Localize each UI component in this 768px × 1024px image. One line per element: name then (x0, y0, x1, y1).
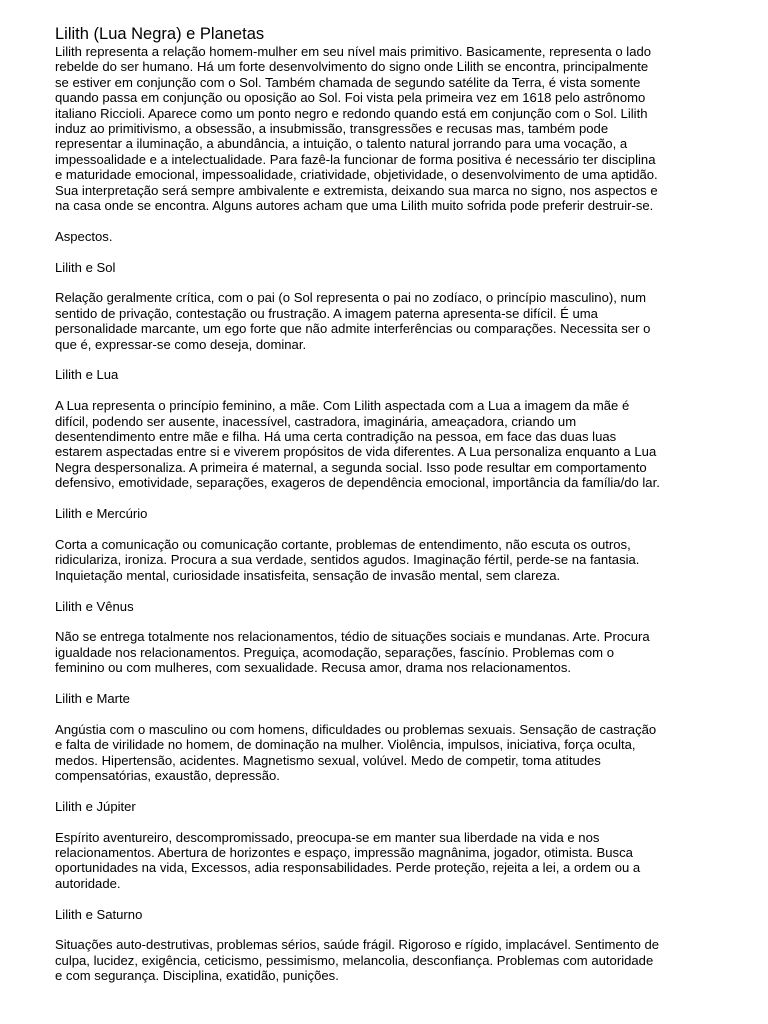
section-text-sol: Relação geralmente crítica, com o pai (o Sol representa o pai no zodíaco, o princípio masculino), num sentido de privação, contestação ou frustração. A imagem paterna apresenta-se difícil. É uma personalidade marcante, um ego forte que não admite interferências ou comparações. Necessita ser o que é, expressar-se como deseja, dominar. (55, 290, 651, 352)
spacer (55, 614, 713, 629)
spacer (55, 275, 713, 290)
spacer (55, 583, 713, 598)
spacer (55, 213, 713, 228)
section-heading-sol: Lilith e Sol (55, 259, 116, 275)
section-text-marte: Angústia com o masculino ou com homens, dificuldades ou problemas sexuais. Sensação de castração e falta de virilidade no homem, de dominação na mulher. Violência, impulsos, iniciativa, força oculta, medos. Hipertensão, acidentes. Magnetismo sexual, volúvel. Medo de competir, toma atitudes compensatórias, exaustão, depressão. (55, 721, 657, 783)
section-heading-lua: Lilith e Lua (55, 367, 119, 383)
spacer (55, 783, 713, 798)
intro-paragraph: Lilith representa a relação homem-mulher em seu nível mais primitivo. Basicamente, representa o lado rebelde do ser humano. Há um forte desenvolvimento do signo onde Lilith se encontra, principalmente se estiver em conjunção com o Sol. Também chamada de segundo satélite da Terra, é vista somente quando passa em conjunção ou oposição ao Sol. Foi vista pela primeira vez em 1618 pelo astrônomo italiano Riccioli. Aparece como um ponto negro e redondo quando está em conjunção com o Sol. Lilith induz ao primitivismo, a obsessão, a insubmissão, transgressões e recusas mas, também pode representar a iluminação, a abundância, a intuição, o talento natural jorrando para uma vocação, a impessoalidade e a intelectualidade. Para fazê-la funcionar de forma positiva é necessário ter disciplina e maturidade emocional, impessoalidade, criatividade, objetividade, o desenvolvimento de uma aptidão. Sua interpretação será sempre ambivalente e extremista, deixando sua marca no signo, nos aspectos e na casa onde se encontra. Alguns autores acham que uma Lilith muito sofrida pode preferir destruir-se. (55, 44, 658, 214)
spacer (55, 891, 713, 906)
section-text-venus: Não se entrega totalmente nos relacionamentos, tédio de situações sociais e mundanas. Arte. Procura igualdade nos relacionamentos. Preguiça, acomodação, separações, fascínio. Problemas com o feminino ou com mulheres, com sexualidade. Recusa amor, drama nos relacionamentos. (55, 629, 650, 676)
spacer (55, 922, 713, 937)
spacer (55, 244, 713, 259)
section-heading-venus: Lilith e Vênus (55, 598, 134, 614)
section-text-mercurio: Corta a comunicação ou comunicação cortante, problemas de entendimento, não escuta os outros, ridiculariza, ironiza. Procura a sua verdade, sentidos agudos. Imaginação fértil, perde-se na fantasia. Inquietação mental, curiosidade insatisfeita, sensação de invasão mental, sem clareza. (55, 536, 640, 583)
section-heading-saturno: Lilith e Saturno (55, 906, 143, 922)
section-heading-mercurio: Lilith e Mercúrio (55, 506, 148, 522)
document-page (55, 24, 713, 984)
spacer (55, 706, 713, 721)
section-text-jupiter: Espírito aventureiro, descompromissado, preocupa-se em manter sua liberdade na vida e nos relacionamentos. Abertura de horizontes e espaço, impressão magnânima, jogador, otimista. Busca oportunidades na vida, Excessos, adia responsabilidades. Perde proteção, rejeita a lei, a ordem ou a autoridade. (55, 829, 641, 891)
spacer (55, 676, 713, 691)
spacer (55, 814, 713, 829)
aspects-label: Aspectos. (55, 228, 113, 244)
section-text-saturno: Situações auto-destrutivas, problemas sérios, saúde frágil. Rigoroso e rígido, implacável. Sentimento de culpa, lucidez, exigência, ceticismo, pessimismo, melancolia, desconfiança. Problemas com autoridade e com segurança. Disciplina, exatidão, punições. (55, 937, 660, 984)
section-heading-marte: Lilith e Marte (55, 690, 130, 706)
page-title: Lilith (Lua Negra) e Planetas (55, 25, 265, 43)
section-text-lua: A Lua representa o princípio feminino, a mãe. Com Lilith aspectada com a Lua a imagem da mãe é difícil, podendo ser ausente, inacessível, castradora, imaginária, ameaçadora, criando um desentendimento entre mãe e filha. Há uma certa contradição na pessoa, em face das duas luas estarem aspectadas entre si e viverem propósitos de vida diferentes. A Lua personaliza enquanto a Lua Negra despersonaliza. A primeira é maternal, a segunda social. Isso pode resultar em comportamento defensivo, emotividade, separações, exageros de dependência emocional, importância da família/do lar. (55, 398, 660, 491)
spacer (55, 383, 713, 398)
section-heading-jupiter: Lilith e Júpiter (55, 798, 136, 814)
spacer (55, 352, 713, 367)
spacer (55, 522, 713, 537)
spacer (55, 491, 713, 506)
